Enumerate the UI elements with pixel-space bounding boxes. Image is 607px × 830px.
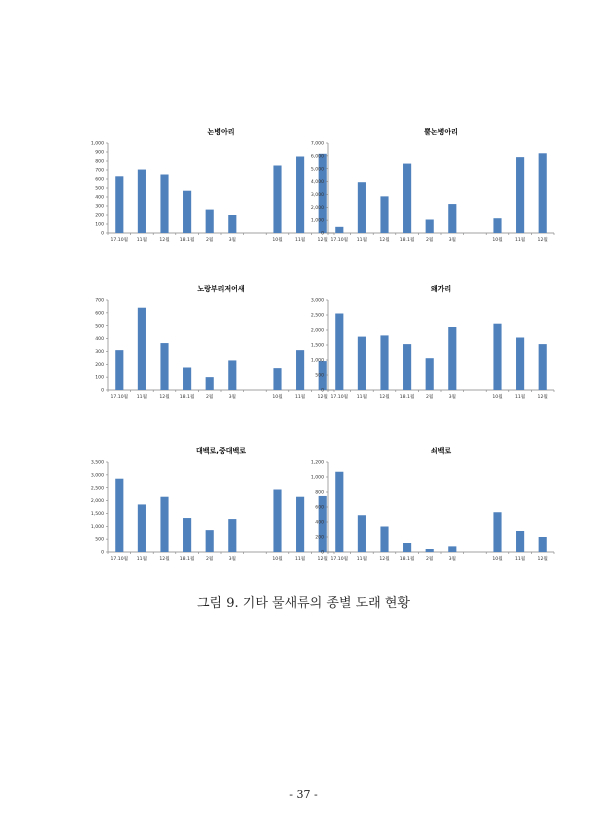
chart-title: 노랑부리저어새	[197, 285, 245, 293]
bar	[403, 164, 411, 233]
bar	[358, 182, 366, 233]
y-tick-label: 2,000	[310, 205, 324, 211]
y-tick-label: 800	[95, 159, 104, 165]
x-tick-label: 18.1월	[399, 395, 415, 400]
bar	[539, 153, 547, 233]
y-tick-label: 700	[95, 168, 104, 174]
bar	[115, 350, 123, 390]
y-tick-label: 200	[95, 213, 104, 219]
y-tick-label: 1,000	[310, 475, 324, 481]
bar	[138, 308, 146, 390]
x-tick-label: 12월	[379, 395, 390, 400]
bar	[138, 170, 146, 233]
y-tick-label: 700	[95, 298, 104, 304]
x-tick-label: 12월	[537, 238, 548, 243]
x-tick-label: 3월	[228, 557, 236, 562]
x-tick-label: 11월	[356, 395, 368, 400]
y-tick-label: 5,000	[310, 167, 324, 173]
bar	[403, 543, 411, 552]
y-tick-label: 3,000	[90, 473, 104, 479]
bar	[335, 314, 343, 391]
bar	[206, 377, 214, 390]
x-tick-label: 17.10월	[330, 395, 349, 400]
bar	[228, 360, 236, 390]
y-tick-label: 300	[95, 350, 104, 356]
y-tick-label: 200	[315, 535, 324, 541]
x-tick-label: 11월	[136, 557, 148, 562]
x-tick-label: 10월	[492, 395, 503, 400]
y-tick-label: 3,000	[310, 298, 324, 304]
x-tick-label: 12월	[159, 395, 170, 400]
figure-caption: 그림 9. 기타 물새류의 종별 도래 현황	[196, 596, 410, 611]
bar	[160, 343, 168, 390]
y-tick-label: 0	[101, 231, 104, 237]
bar	[380, 527, 388, 553]
y-tick-label: 1,200	[310, 460, 324, 466]
bar	[426, 220, 434, 234]
x-tick-label: 12월	[159, 238, 170, 243]
bar	[115, 176, 123, 233]
y-tick-label: 300	[95, 204, 104, 210]
x-tick-label: 11월	[514, 557, 526, 562]
x-tick-label: 3월	[448, 557, 456, 562]
y-tick-label: 7,000	[310, 141, 324, 147]
x-tick-label: 10월	[492, 238, 503, 243]
bar	[273, 368, 281, 390]
bar	[160, 175, 168, 234]
y-tick-label: 600	[315, 505, 324, 511]
chart-grey-heron	[300, 282, 560, 412]
page-number: - 37 -	[289, 788, 318, 801]
y-tick-label: 3,000	[310, 193, 324, 199]
y-tick-label: 400	[95, 195, 104, 201]
y-tick-label: 400	[95, 337, 104, 343]
x-tick-label: 11월	[514, 238, 526, 243]
bar	[516, 531, 524, 552]
y-tick-label: 0	[321, 388, 324, 394]
bar	[228, 519, 236, 552]
x-tick-label: 17.10월	[110, 238, 129, 243]
x-tick-label: 17.10월	[110, 395, 129, 400]
bar	[516, 157, 524, 233]
x-tick-label: 11월	[514, 395, 526, 400]
bar	[183, 368, 191, 391]
y-tick-label: 1,000	[310, 358, 324, 364]
x-tick-label: 12월	[537, 557, 548, 562]
bar	[426, 549, 434, 552]
x-tick-label: 17.10월	[330, 238, 349, 243]
x-tick-label: 11월	[294, 395, 306, 400]
bar	[335, 472, 343, 552]
bar	[160, 497, 168, 552]
chart-title: 쇠백로	[430, 447, 452, 455]
x-tick-label: 3월	[448, 395, 456, 400]
bar	[183, 191, 191, 233]
y-tick-label: 1,000	[90, 524, 104, 530]
bar	[448, 546, 456, 552]
y-tick-label: 3,500	[90, 460, 104, 466]
bar	[380, 335, 388, 390]
y-tick-label: 500	[95, 186, 104, 192]
x-tick-label: 12월	[537, 395, 548, 400]
chart-title: 왜가리	[430, 285, 452, 293]
bar	[380, 196, 388, 233]
x-tick-label: 17.10월	[330, 557, 349, 562]
x-tick-label: 3월	[448, 238, 456, 243]
y-tick-label: 2,500	[90, 486, 104, 492]
y-tick-label: 2,000	[90, 499, 104, 505]
x-tick-label: 10월	[272, 557, 283, 562]
y-tick-label: 100	[95, 375, 104, 381]
y-tick-label: 0	[101, 550, 104, 556]
y-tick-label: 4,000	[310, 180, 324, 186]
y-tick-label: 1,000	[310, 218, 324, 224]
y-tick-label: 500	[315, 373, 324, 379]
chart-great-crested-grebe	[300, 125, 560, 255]
y-tick-label: 0	[321, 550, 324, 556]
x-tick-label: 17.10월	[110, 557, 129, 562]
y-tick-label: 400	[315, 520, 324, 526]
bar	[448, 327, 456, 390]
chart-title: 논병아리	[207, 128, 235, 136]
x-tick-label: 3월	[228, 395, 236, 400]
bar	[183, 518, 191, 552]
x-tick-label: 12월	[379, 238, 390, 243]
x-tick-label: 10월	[272, 238, 283, 243]
x-tick-label: 2월	[426, 238, 434, 243]
y-tick-label: 0	[101, 388, 104, 394]
x-tick-label: 2월	[206, 557, 214, 562]
x-tick-label: 12월	[317, 557, 328, 562]
x-tick-label: 10월	[272, 395, 283, 400]
x-tick-label: 18.1월	[399, 557, 415, 562]
x-tick-label: 11월	[136, 395, 148, 400]
chart-svg	[300, 282, 560, 412]
chart-title: 뿔논병아리	[424, 128, 458, 136]
y-tick-label: 100	[95, 222, 104, 228]
x-tick-label: 18.1월	[179, 238, 195, 243]
bar	[273, 166, 281, 234]
x-tick-label: 3월	[228, 238, 236, 243]
bar	[273, 490, 281, 552]
y-tick-label: 0	[321, 231, 324, 237]
y-tick-label: 600	[95, 311, 104, 317]
bar	[358, 515, 366, 552]
x-tick-label: 12월	[159, 557, 170, 562]
x-tick-label: 12월	[317, 238, 328, 243]
y-tick-label: 1,500	[90, 512, 104, 518]
bar	[115, 479, 123, 552]
y-tick-label: 900	[95, 150, 104, 156]
bar	[448, 204, 456, 233]
bar	[403, 344, 411, 390]
x-tick-label: 18.1월	[399, 238, 415, 243]
bar	[138, 504, 146, 552]
y-tick-label: 800	[315, 490, 324, 496]
x-tick-label: 11월	[294, 238, 306, 243]
bar	[539, 537, 547, 552]
x-tick-label: 11월	[136, 238, 148, 243]
bar	[493, 512, 501, 552]
bar	[358, 337, 366, 390]
x-tick-label: 2월	[426, 395, 434, 400]
chart-svg	[300, 444, 560, 574]
x-tick-label: 12월	[317, 395, 328, 400]
chart-title: 대백로,중대백로	[196, 447, 246, 455]
x-tick-label: 18.1월	[179, 395, 195, 400]
x-tick-label: 12월	[379, 557, 390, 562]
chart-little-egret	[300, 444, 560, 574]
bar	[335, 227, 343, 233]
y-tick-label: 1,500	[310, 343, 324, 349]
x-tick-label: 2월	[206, 238, 214, 243]
bar	[493, 218, 501, 233]
x-tick-label: 11월	[294, 557, 306, 562]
bar	[228, 215, 236, 233]
x-tick-label: 10월	[492, 557, 503, 562]
x-tick-label: 11월	[356, 557, 368, 562]
x-tick-label: 2월	[206, 395, 214, 400]
bar	[206, 210, 214, 233]
y-tick-label: 200	[95, 362, 104, 368]
bar	[206, 530, 214, 552]
y-tick-label: 2,500	[310, 313, 324, 319]
y-tick-label: 500	[95, 324, 104, 330]
chart-svg	[300, 125, 560, 255]
y-tick-label: 600	[95, 177, 104, 183]
y-tick-label: 1,000	[90, 141, 104, 147]
y-tick-label: 500	[95, 537, 104, 543]
bar	[539, 344, 547, 390]
x-tick-label: 11월	[356, 238, 368, 243]
x-tick-label: 2월	[426, 557, 434, 562]
bar	[426, 358, 434, 390]
bar	[493, 324, 501, 390]
x-tick-label: 18.1월	[179, 557, 195, 562]
y-tick-label: 6,000	[310, 154, 324, 160]
bar	[516, 338, 524, 391]
y-tick-label: 2,000	[310, 328, 324, 334]
